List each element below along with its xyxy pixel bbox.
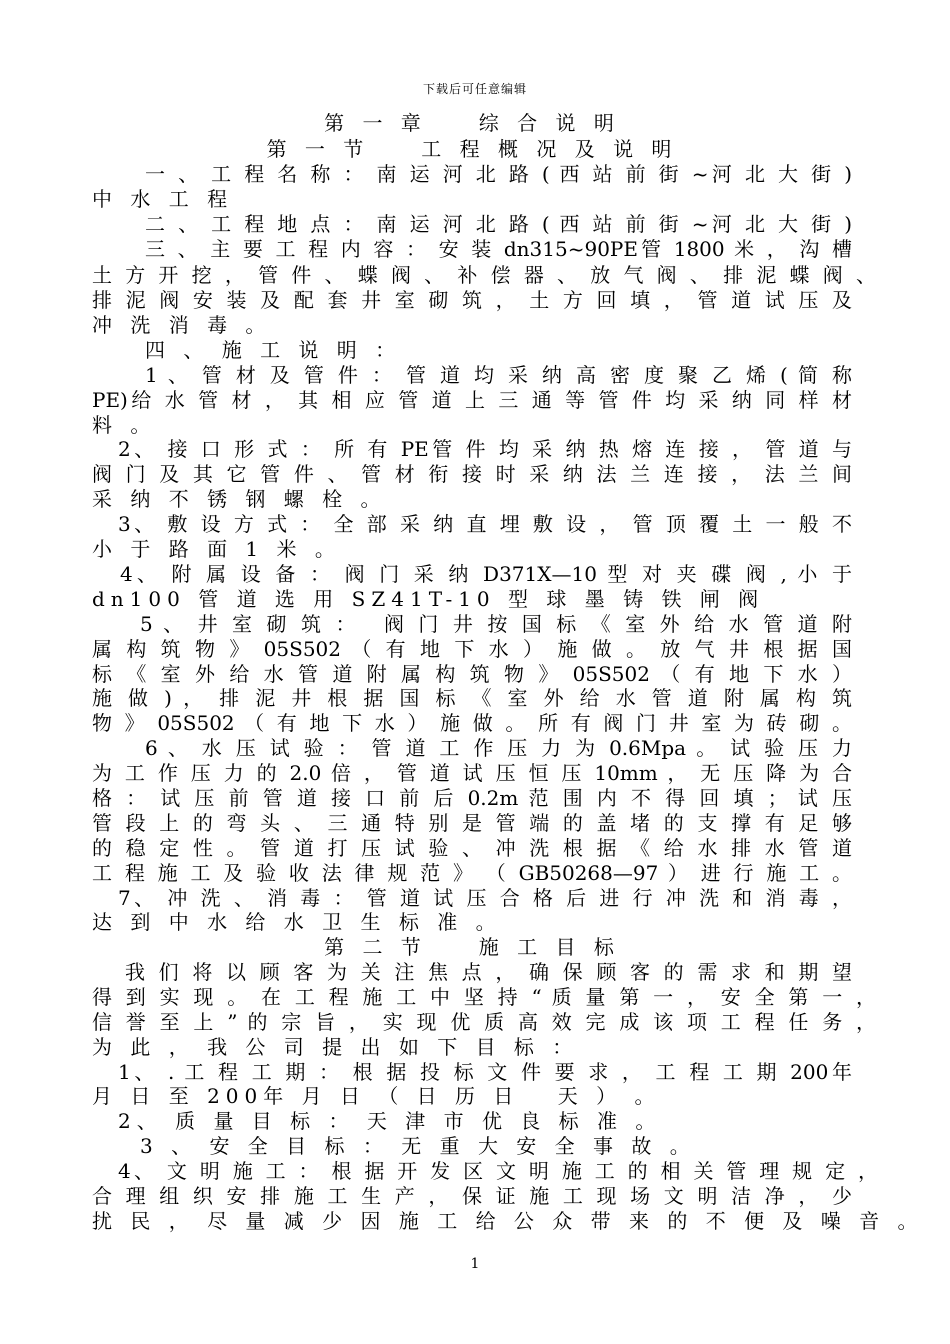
body-line: 土 方 开 挖 ， 管 件 、 蝶 阀 、 补 偿 器 、 放 气 阀 、 排 泥 蝶 阀 、 — [92, 263, 876, 287]
body-line: 达 到 中 水 给 水 卫 生 标 准 。 — [92, 910, 502, 934]
body-line: 工 程 施 工 及 验 收 法 律 规 范 》 （ GB50268—97 ） 进 行 施 工 。 — [92, 861, 852, 885]
body-line: 扰 民 ， 尽 量 减 少 因 施 工 给 公 众 带 来 的 不 便 及 噪 音 。 — [92, 1209, 924, 1233]
body-line: 小 于 路 面 1 米 。 — [92, 537, 341, 561]
body-line: 我 们 将 以 顾 客 为 关 注 焦 点 ， 确 保 顾 客 的 需 求 和 期 望 — [125, 960, 852, 984]
body-line: 格 ： 试 压 前 管 道 接 口 前 后 0.2m 范 围 内 不 得 回 填 ； 试 压 — [92, 786, 852, 810]
body-line: 1 、 管 材 及 管 件 ： 管 道 均 采 纳 高 密 度 聚 乙 烯 ( 简 称 — [145, 363, 852, 387]
body-line: 冲 洗 消 毒 。 — [92, 313, 272, 337]
body-line: 4、 附 属 设 备 ： 阀 门 采 纳 D371X—10 型 对 夹 碟 阀 , 小 于 — [120, 562, 852, 586]
body-line: 料 。 — [92, 413, 157, 437]
body-line: 管 段 上 的 弯 头 、 三 通 特 别 是 管 端 的 盖 堵 的 支 撑 有 足 够 — [92, 811, 852, 835]
body-line: 的 稳 定 性 。 管 道 打 压 试 验 、 冲 洗 根 据 《 给 水 排 水 管 道 — [92, 836, 852, 860]
header-note: 下载后可任意编辑 — [422, 82, 527, 96]
body-line: 1、 . 工 程 工 期 ： 根 据 投 标 文 件 要 求 ， 工 程 工 期 200年 — [118, 1060, 852, 1084]
body-line: 四 、 施 工 说 明 ： — [145, 338, 402, 362]
body-line: 得 到 实 现 。 在 工 程 施 工 中 坚 持 “ 质 量 第 一 ， 安 全 第 一 ， — [92, 985, 876, 1009]
body-line: 为 此 ， 我 公 司 提 出 如 下 目 标 ： — [92, 1035, 579, 1059]
body-line: 合 理 组 织 安 排 施 工 生 产 ， 保 证 施 工 现 场 文 明 洁 净 ， 少 — [92, 1184, 852, 1208]
body-line: 7、 冲 洗 、 消 毒 ： 管 道 试 压 合 格 后 进 行 冲 洗 和 消 毒 ， — [118, 886, 852, 910]
body-line: 排 泥 阀 安 装 及 配 套 井 室 砌 筑 ， 土 方 回 填 ， 管 道 试 压 及 — [92, 288, 852, 312]
body-line: 三 、 主 要 工 程 内 容 ： 安 装 dn315~90PE管 1800 米 ， 沟 槽 — [145, 237, 852, 261]
body-line: 属 构 筑 物 》 05S502 （ 有 地 下 水 ） 施 做 。 放 气 井 根 据 国 — [92, 637, 852, 661]
body-line: 2、 质 量 目 标 ： 天 津 市 优 良 标 准 。 — [118, 1109, 662, 1133]
body-line: 月 日 至 200年 月 日 （ 日 历 日 天 ） 。 — [92, 1084, 661, 1108]
body-line: 为 工 作 压 力 的 2.0 倍 ， 管 道 试 压 恒 压 10mm ， 无 压 降 为 合 — [92, 761, 852, 785]
body-line: PE)给 水 管 材 ， 其 相 应 管 道 上 三 通 等 管 件 均 采 纳 同 样 材 — [92, 388, 852, 412]
body-line: 5 、 井 室 砌 筑 ： 阀 门 井 按 国 标 《 室 外 给 水 管 道 附 — [140, 612, 852, 636]
body-line: 采 纳 不 锈 钢 螺 栓 。 — [92, 487, 387, 511]
body-line: 中 水 工 程 — [92, 187, 234, 211]
body-line: 标 《 室 外 给 水 管 道 附 属 构 筑 物 》 05S502 （ 有 地 下 水 ） — [92, 662, 852, 686]
chapter-title: 第 一 章 综 合 说 明 — [324, 111, 620, 135]
section-title: 第 一 节 工 程 概 况 及 说 明 — [266, 137, 678, 161]
body-line: 阀 门 及 其 它 管 件 、 管 材 衔 接 时 采 纳 法 兰 连 接 ， 法 兰 间 — [92, 462, 852, 486]
page-number: 1 — [470, 1256, 480, 1272]
body-line: 二 、 工 程 地 点 ： 南 运 河 北 路 ( 西 站 前 街 ~河 北 大 街 ) — [145, 212, 852, 236]
body-line: 施 做 ) ， 排 泥 井 根 据 国 标 《 室 外 给 水 管 道 附 属 构 筑 — [92, 686, 852, 710]
body-line: 物 》 05S502 （ 有 地 下 水 ） 施 做 。 所 有 阀 门 井 室 为 砖 砌 。 — [92, 711, 852, 735]
body-line: dn100 管 道 选 用 SZ41T-10 型 球 墨 铸 铁 闸 阀 — [92, 587, 765, 611]
body-line: 一 、 工 程 名 称 ： 南 运 河 北 路 ( 西 站 前 街 ~河 北 大 街 ) — [145, 162, 852, 186]
body-line: 6 、 水 压 试 验 ： 管 道 工 作 压 力 为 0.6Mpa 。 试 验 压 力 — [145, 736, 852, 760]
body-line: 信 誉 至 上 ” 的 宗 旨 ， 实 现 优 质 高 效 完 成 该 项 工 程 任 务 ， — [92, 1010, 876, 1034]
body-line: 2、 接 口 形 式 ： 所 有 PE管 件 均 采 纳 热 熔 连 接 ， 管 道 与 — [118, 437, 852, 461]
body-line: 3、 敷 设 方 式 ： 全 部 采 纳 直 埋 敷 设 ， 管 顶 覆 土 一 般 不 — [118, 512, 852, 536]
body-line: 4、 文 明 施 工 ： 根 据 开 发 区 文 明 施 工 的 相 关 管 理 规 定 ， — [118, 1159, 878, 1183]
section-title: 第 二 节 施 工 目 标 — [324, 935, 620, 959]
body-line: 3 、 安 全 目 标 ： 无 重 大 安 全 事 故 。 — [140, 1134, 696, 1158]
